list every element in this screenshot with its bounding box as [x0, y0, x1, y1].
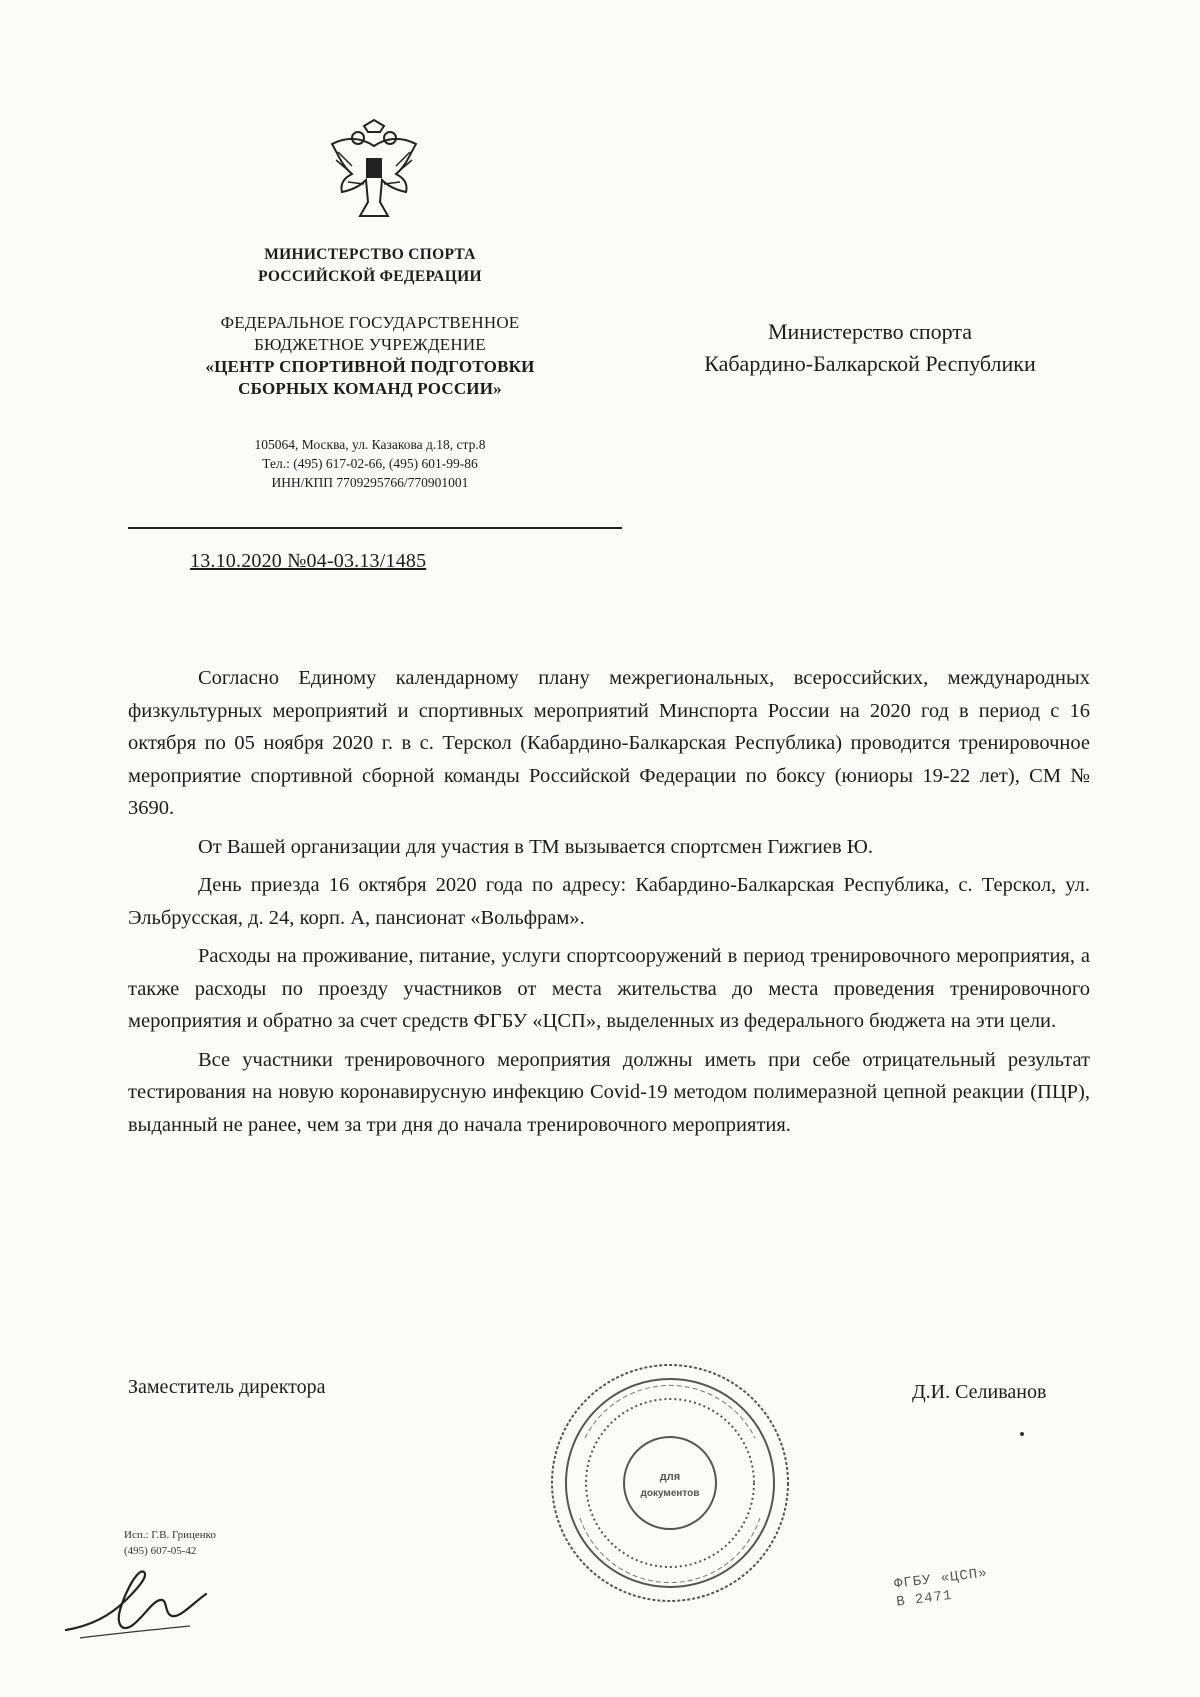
handwritten-signature-icon [60, 1560, 210, 1650]
registration-number: 13.10.2020 №04-03.13/1485 [190, 550, 427, 572]
incoming-stamp-org: ФГБУ «ЦСП» [893, 1565, 989, 1593]
incoming-stamp [893, 1564, 991, 1611]
recipient-line-2: Кабардино-Балкарской Республики [704, 351, 1036, 376]
institution-line-2: БЮДЖЕТНОЕ УЧРЕЖДЕНИЕ [254, 335, 486, 354]
paragraph-3: День приезда 16 октября 2020 года по адресу: Кабардино-Балкарская Республика, с. Терскол, ул. Эльбрусская, д. 24, корп. А, пансионат «Вольфрам». [128, 874, 1090, 929]
signer-name: Д.И. Селиванов [912, 1381, 1047, 1403]
official-seal-icon [545, 1358, 795, 1608]
address: 105064, Москва, ул. Казакова д.18, стр.8 [254, 437, 486, 452]
letter-body [128, 662, 1090, 1147]
signer-title: Заместитель директора [128, 1376, 326, 1398]
ministry-title [190, 244, 550, 288]
institution-name [150, 312, 590, 400]
recipient-line-1: Министерство спорта [767, 319, 973, 344]
paragraph-5: Все участники тренировочного мероприятия должны иметь при себе отрицательный результат тестирования на новую коронавирусную инфекцию Covid-19 методом полимеразной цепной реакции (ПЦР), выданный не ранее, чем за три дня до начала тренировочного мероприятия. [128, 1048, 1090, 1136]
scan-speck [1020, 1432, 1024, 1436]
phones: Тел.: (495) 617-02-66, (495) 601-99-86 [262, 456, 478, 471]
inn-kpp: ИНН/КПП 7709295766/770901001 [271, 475, 469, 490]
executor-phone: (495) 607-05-42 [124, 1545, 197, 1557]
executor-name: Исп.: Г.В. Гриценко [124, 1529, 216, 1541]
svg-text:для: для [659, 1471, 681, 1483]
paragraph-4: Расходы на проживание, питание, услуги спортсооружений в период тренировочного мероприятия, а также расходы по проезду участников от места жительства до места проведения тренировочного мероприятия и обратно за счет средств ФГБУ «ЦСП», выделенных из федерального бюджета на эти цели. [128, 945, 1090, 1032]
contact-block [190, 435, 550, 492]
ministry-line-2: РОССИЙСКОЙ ФЕДЕРАЦИИ [258, 268, 482, 285]
recipient-block [660, 316, 1080, 380]
institution-line-4: СБОРНЫХ КОМАНД РОССИИ» [238, 379, 502, 398]
header-divider [128, 527, 622, 529]
paragraph-2: От Вашей организации для участия в ТМ вызывается спортсмен Гижгиев Ю. [198, 835, 873, 858]
ministry-line-1: МИНИСТЕРСТВО СПОРТА [264, 246, 476, 263]
double-headed-eagle-emblem-icon [318, 118, 430, 228]
institution-line-3: «ЦЕНТР СПОРТИВНОЙ ПОДГОТОВКИ [205, 357, 535, 376]
institution-line-1: ФЕДЕРАЛЬНОЕ ГОСУДАРСТВЕННОЕ [220, 313, 520, 332]
incoming-stamp-number: В 2471 [895, 1587, 954, 1611]
paragraph-1: Согласно Единому календарному плану межрегиональных, всероссийских, международных физкультурных мероприятий и спортивных мероприятий Минспорта России на 2020 год в период с 16 октября по 05 ноября 2020 г. в с. Терскол (Кабардино-Балкарская Республика) проводится тренировочное мероприятие спортивной сборной команды Российской Федерации по боксу (юниоры 19-22 лет), СМ № 3690. [128, 667, 1090, 819]
executor-note [124, 1527, 216, 1559]
svg-text:документов: документов [640, 1488, 700, 1499]
